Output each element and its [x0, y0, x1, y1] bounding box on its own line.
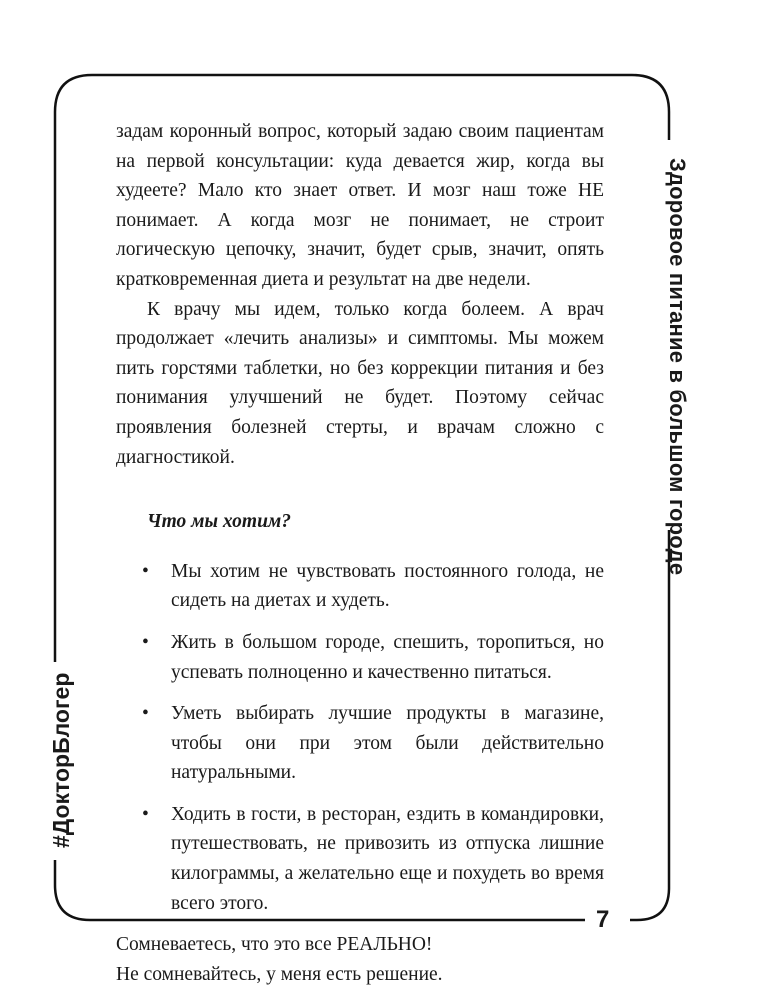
section-heading: Что мы хотим? [147, 511, 292, 533]
frame-right-line [630, 530, 669, 920]
list-item-text: Ходить в гости, в ресторан, ездить в командировки, путешествовать, не привозить из отпуска лишние килограммы, а желательно еще и похудеть во время всего этого. [171, 803, 604, 914]
bullet-icon: • [142, 631, 149, 653]
paragraph: К врачу мы идем, только когда болеем. А врач продолжает «лечить анализы» и симптомы. Мы можем пить горстями таблетки, но без коррекции питания и без понимания улучшений не будет. Поэтому сейчас проявления болезней стерты, и врачам сложно с диагностикой. [116, 298, 604, 468]
closing-line: Не сомневайтесь, у меня есть решение. [116, 963, 443, 985]
list-item [116, 800, 604, 918]
bullet-list [116, 557, 604, 919]
list-item-text: Мы хотим не чувствовать постоянного голода, не сидеть на диетах и худеть. [171, 560, 604, 612]
page-number: 7 [596, 906, 610, 933]
list-item-text: Уметь выбирать лучшие продукты в магазине, чтобы они при этом были действительно натуральными. [171, 703, 604, 784]
body-text [116, 117, 604, 989]
hashtag-label: #ДокторБлогер [48, 672, 74, 848]
bullet-icon: • [142, 803, 149, 825]
list-item [116, 699, 604, 788]
bullet-icon: • [142, 560, 149, 582]
closing-line: Сомневаетесь, что это все РЕАЛЬНО! [116, 934, 433, 956]
bullet-icon: • [142, 703, 149, 725]
list-item-text: Жить в большом городе, спешить, торопиться, но успевать полноценно и качественно питаться. [171, 631, 604, 683]
list-item [116, 628, 604, 687]
running-title: Здоровое питание в большом городе [665, 158, 690, 576]
list-item [116, 557, 604, 616]
paragraph: задам коронный вопрос, который задаю своим пациентам на первой консультации: куда девается жир, когда вы худеете? Мало кто знает ответ. И мозг наш тоже НЕ понимает. А когда мозг не понимает, не строит логическую цепочку, значит, будет срыв, значит, опять кратковременная диета и результат на две недели. [116, 121, 604, 290]
